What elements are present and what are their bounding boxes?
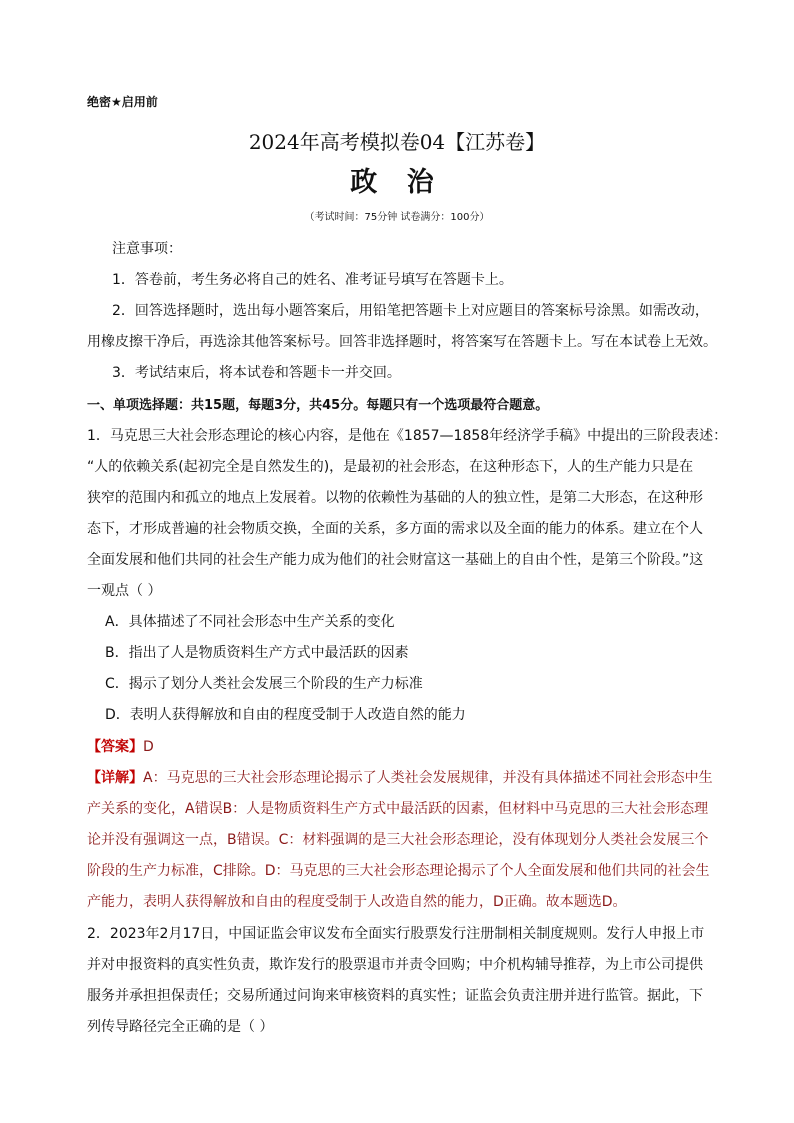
- note-item: 1．答卷前，考生务必将自己的姓名、准考证号填写在答题卡上。: [112, 272, 513, 288]
- section-heading: 一、单项选择题：共15题，每题3分，共45分。每题只有一个选项最符合题意。: [87, 398, 549, 413]
- detail-line: 阶段的生产力标准，C排除。D：马克思的三大社会形态理论揭示了个人全面发展和他们共同的社会生: [87, 863, 710, 879]
- question-1-line: 全面发展和他们共同的社会生产能力成为他们的社会财富这一基础上的自由个性，是第三个阶段。”这: [87, 552, 704, 568]
- detail-line: [87, 767, 713, 787]
- note-item: 用橡皮擦干净后，再选涂其他答案标号。回答非选择题时，将答案写在答题卡上。写在本试卷上无效。: [87, 334, 717, 350]
- answer-value: D: [143, 739, 154, 755]
- question-1-line: 一观点（ ）: [87, 583, 162, 599]
- note-item: 3．考试结束后，将本试卷和答题卡一并交回。: [112, 365, 401, 381]
- question-2-line: 2．2023年2月17日，中国证监会审议发布全面实行股票发行注册制相关制度规则。发行人申报上市: [87, 926, 705, 942]
- question-2-line: 列传导路径完全正确的是（ ）: [87, 1019, 274, 1035]
- exam-title: 2024年高考模拟卷04【江苏卷】: [248, 130, 546, 154]
- question-1-line: 态下，才形成普遍的社会物质交换，全面的关系，多方面的需求以及全面的能力的体系。建立在个人: [87, 521, 703, 537]
- option-b: B．指出了人是物质资料生产方式中最活跃的因素: [105, 645, 409, 661]
- detail-text: A：马克思的三大社会形态理论揭示了人类社会发展规律，并没有具体描述不同社会形态中生: [143, 770, 713, 786]
- answer-line: [87, 736, 154, 756]
- option-c: C．揭示了划分人类社会发展三个阶段的生产力标准: [105, 676, 423, 692]
- answer-tag: 【答案】: [87, 739, 143, 755]
- note-item: 2．回答选择题时，选出每小题答案后，用铅笔把答题卡上对应题目的答案标号涂黑。如需改动，: [112, 303, 709, 319]
- subject-title: 政 治: [350, 167, 444, 198]
- option-a: A．具体描述了不同社会形态中生产关系的变化: [105, 614, 395, 630]
- secret-label: 绝密★启用前: [87, 95, 158, 109]
- notes-heading: 注意事项：: [112, 241, 182, 257]
- detail-line: 论并没有强调这一点，B错误。C：材料强调的是三大社会形态理论，没有体现划分人类社会发展三个: [87, 832, 709, 848]
- exam-meta: （考试时间：75分钟 试卷满分：100分）: [304, 212, 490, 223]
- question-1-line: “人的依赖关系(起初完全是自然发生的)，是最初的社会形态，在这种形态下，人的生产能力只是在: [87, 459, 694, 475]
- question-2-line: 服务并承担担保责任；交易所通过问询来审核资料的真实性；证监会负责注册并进行监管。据此，下: [87, 988, 703, 1004]
- question-2-line: 并对申报资料的真实性负责，欺诈发行的股票退市并责令回购；中介机构辅导推荐，为上市公司提供: [87, 957, 703, 973]
- option-d: D．表明人获得解放和自由的程度受制于人改造自然的能力: [105, 707, 466, 723]
- detail-tag: 【详解】: [87, 770, 143, 786]
- detail-line: 产关系的变化，A错误B：人是物质资料生产方式中最活跃的因素，但材料中马克思的三大社会形态理: [87, 801, 709, 817]
- question-1-line: 1．马克思三大社会形态理论的核心内容，是他在《1857—1858年经济学手稿》中提出的三阶段表述：: [87, 428, 728, 444]
- question-1-line: 狭窄的范围内和孤立的地点上发展着。以物的依赖性为基础的人的独立性，是第二大形态，在这种形: [87, 490, 703, 506]
- detail-line: 产能力，表明人获得解放和自由的程度受制于人改造自然的能力，D正确。故本题选D。: [87, 894, 627, 910]
